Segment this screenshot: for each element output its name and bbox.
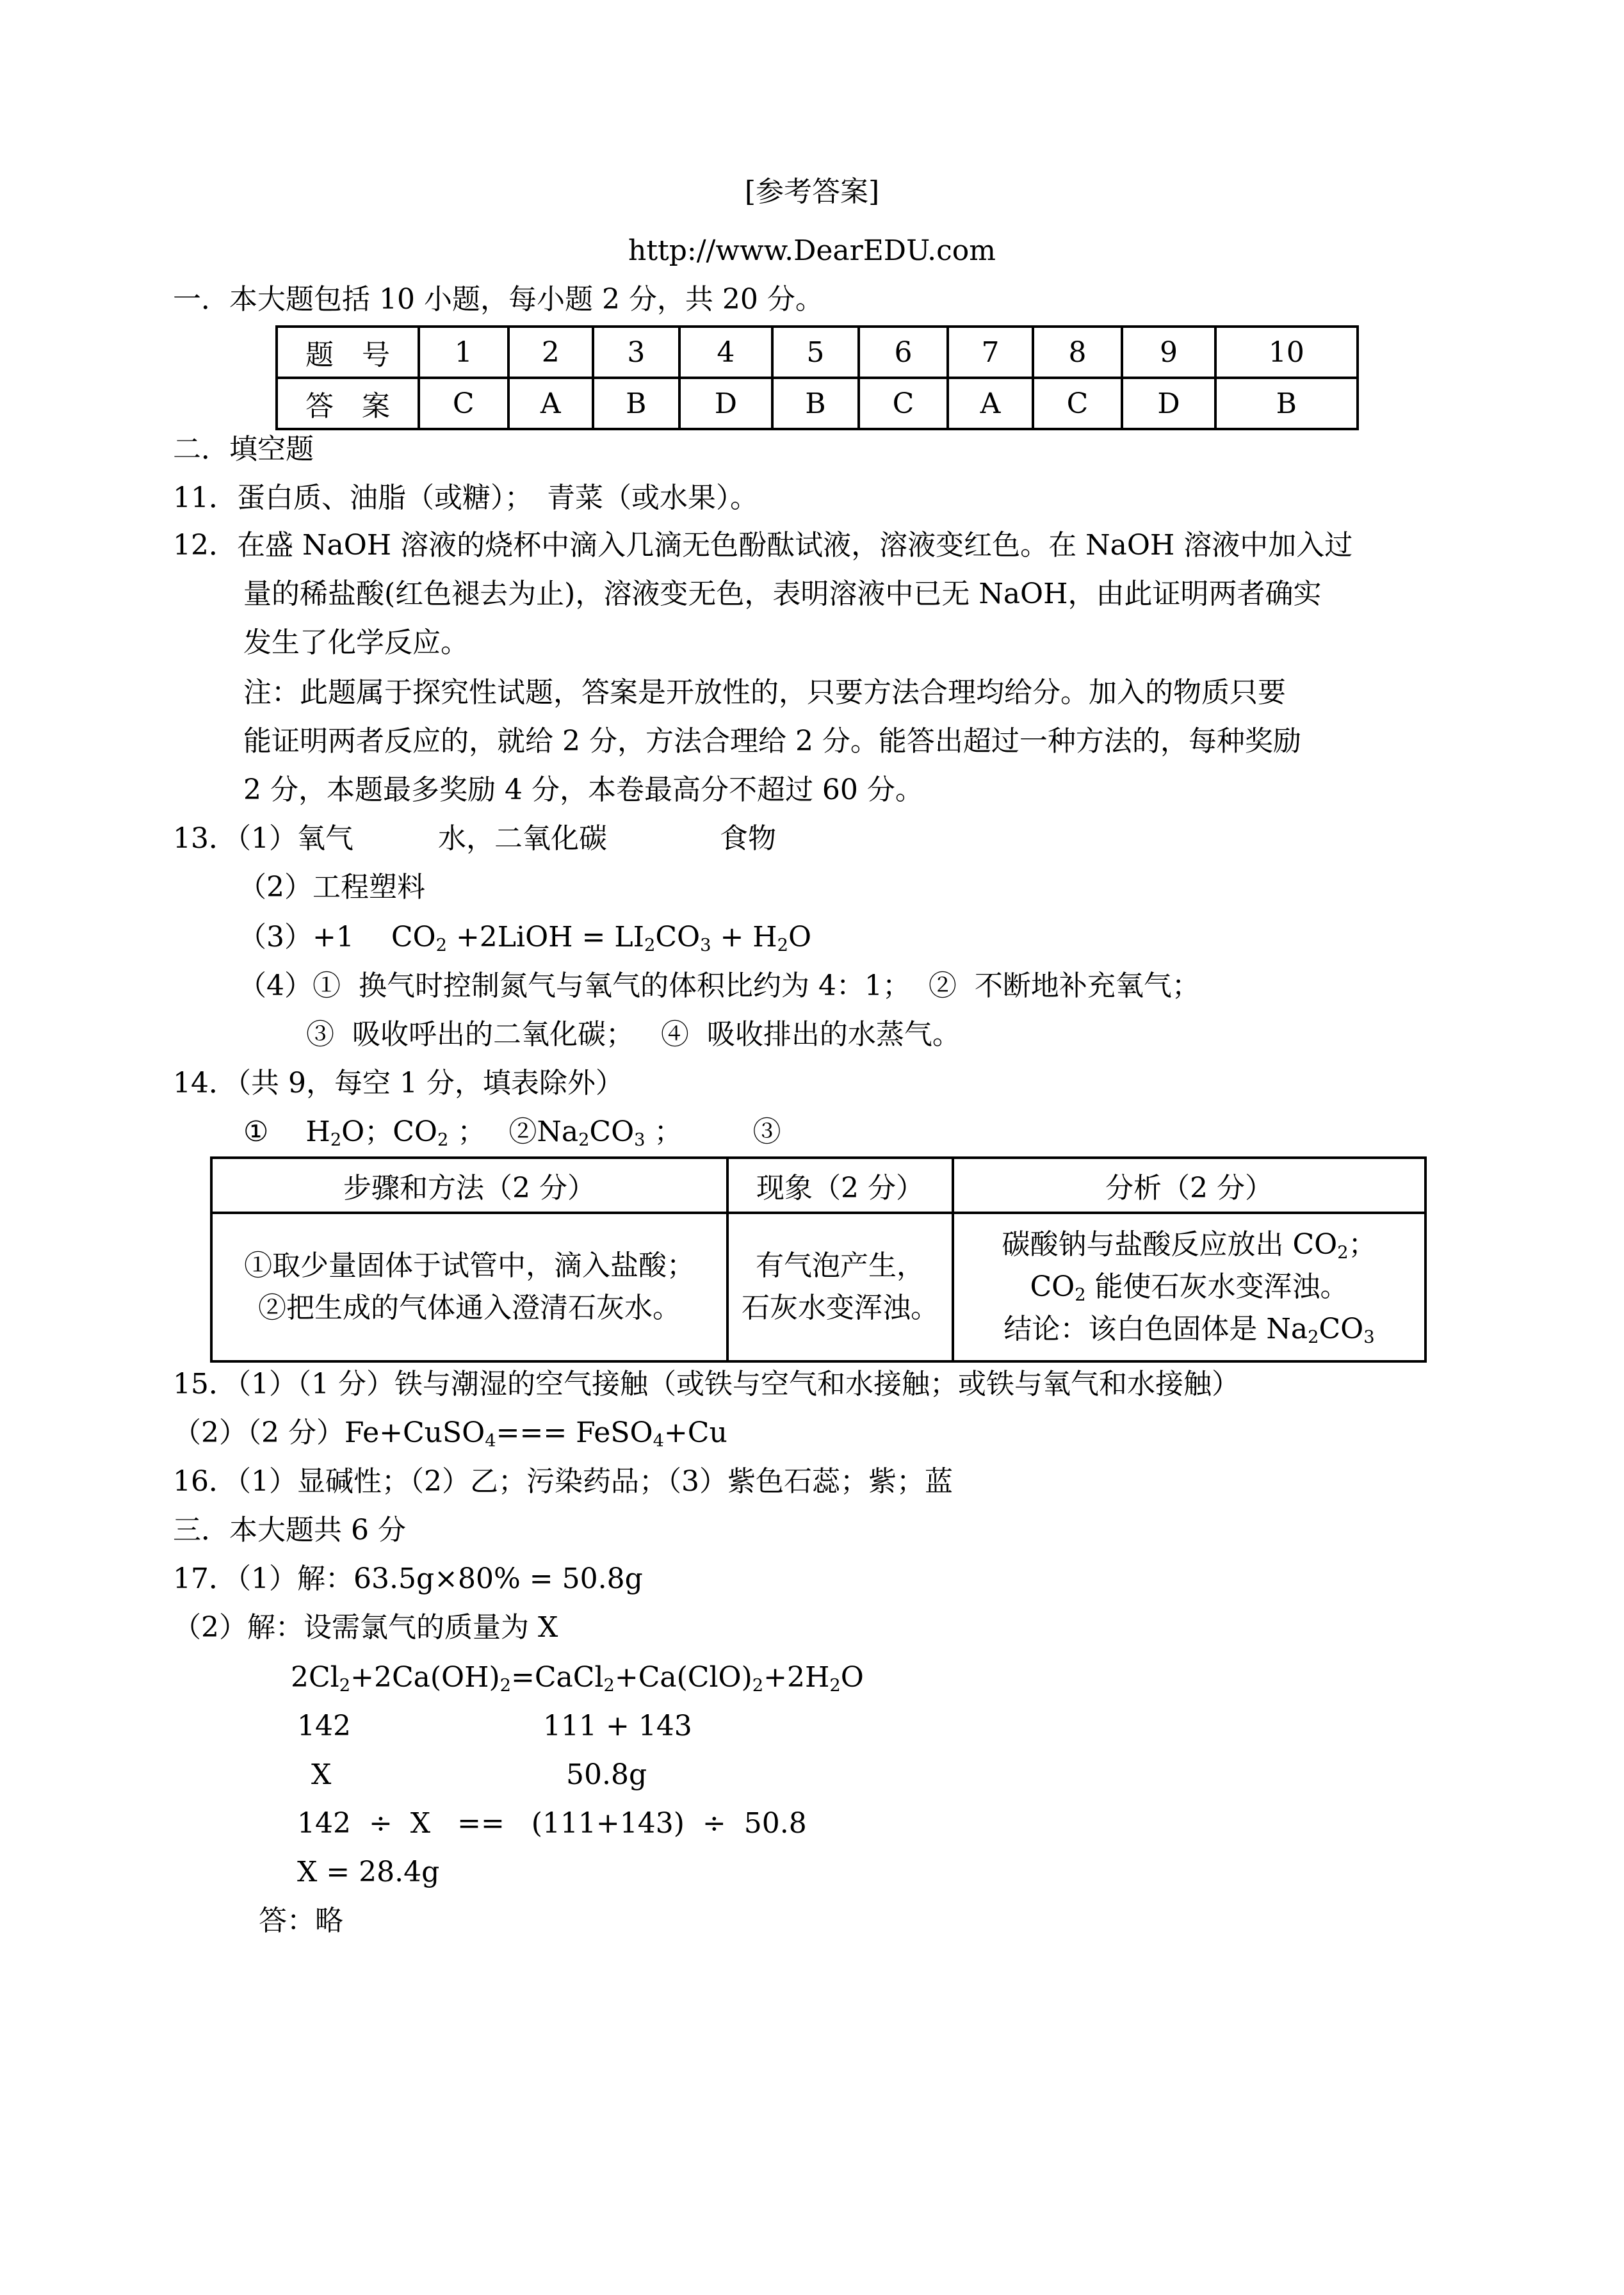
q13-line5: ③ 吸收呼出的二氧化碳； ④ 吸收排出的水蒸气。: [306, 1018, 961, 1051]
answer-cell: B: [772, 378, 859, 429]
phenomenon-1: 有气泡产生，: [756, 1249, 925, 1282]
q17-line1: 17．（1）解：63.5g×80% = 50.8g: [173, 1562, 643, 1595]
answer-cell: C: [1033, 378, 1123, 429]
row-header-number: 题 号: [277, 327, 419, 378]
question-number: 10: [1215, 327, 1358, 378]
phenomena-cell: [727, 1213, 953, 1361]
answer-cell: A: [948, 378, 1033, 429]
ratio-equation: 142 ÷ X == (111+143) ÷ 50.8: [297, 1807, 807, 1840]
q17-line2: （2）解：设需氯气的质量为 X: [173, 1611, 558, 1644]
question-number: 2: [508, 327, 594, 378]
row-header-answer: 答 案: [277, 378, 419, 429]
question-number: 3: [593, 327, 679, 378]
question-number: 8: [1033, 327, 1123, 378]
q12-note3: 2 分，本题最多奖励 4 分，本卷最高分不超过 60 分。: [243, 774, 923, 806]
question-number: 5: [772, 327, 859, 378]
q12-line1: 12．在盛 NaOH 溶液的烧杯中滴入几滴无色酚酞试液，溶液变红色。在 NaOH 溶液中加入过: [173, 529, 1353, 562]
unknown-left: X: [311, 1758, 332, 1791]
q12-line3: 发生了化学反应。: [243, 626, 469, 659]
header-phenomena: 现象（2 分）: [727, 1158, 953, 1213]
question-number: 1: [419, 327, 508, 378]
phenomenon-2: 石灰水变浑浊。: [742, 1292, 939, 1324]
q16-text: 16．（1）显碱性；（2）乙；污染药品；（3）紫色石蕊；紫；蓝: [173, 1465, 953, 1498]
q12-line2: 量的稀盐酸(红色褪去为止)，溶液变无色，表明溶液中已无 NaOH，由此证明两者确实: [243, 578, 1322, 610]
q13-line1: 13．（1）氧气 水，二氧化碳 食物: [173, 822, 776, 855]
q14-line1: 14．（共 9，每空 1 分，填表除外）: [173, 1067, 624, 1099]
step-2: ②把生成的气体通入澄清石灰水。: [258, 1292, 681, 1324]
q11-text: 11．蛋白质、油脂（或糖）； 青菜（或水果）。: [173, 482, 758, 514]
analysis-line-2: $CO_2$ 能使石灰水变浑浊。: [1030, 1270, 1349, 1305]
q13-line2: （2）工程塑料: [238, 871, 425, 904]
result: X = 28.4g: [297, 1856, 440, 1888]
chemical-equation: $2Cl_2+2Ca(OH)_2=CaCl_2+Ca(ClO)_2+2H_2O$: [291, 1661, 864, 1696]
q12-note1: 注：此题属于探究性试题，答案是开放性的，只要方法合理均给分。加入的物质只要: [243, 676, 1286, 709]
source-url: http://www.DearEDU.com: [628, 234, 996, 267]
step-1: ①取少量固体于试管中，滴入盐酸；: [244, 1249, 695, 1282]
header-steps: 步骤和方法（2 分）: [211, 1158, 727, 1213]
answer-cell: D: [1122, 378, 1215, 429]
molar-mass-left: 142: [297, 1710, 351, 1742]
final-answer: 答：略: [259, 1904, 343, 1937]
page-title: [参考答案]: [744, 175, 880, 208]
answer-cell: C: [419, 378, 508, 429]
table-row: [211, 1158, 1425, 1213]
question-number: 7: [948, 327, 1033, 378]
known-right: 50.8g: [566, 1758, 647, 1791]
experiment-table: [210, 1156, 1427, 1363]
answer-cell: C: [859, 378, 948, 429]
q15-line2: （2）（2 分）Fe+CuSO$_4$=== FeSO$_4$+Cu: [173, 1416, 727, 1451]
analysis-conclusion: 结论：该白色固体是 $Na_2CO_3$: [1003, 1313, 1375, 1347]
header-analysis: 分析（2 分）: [953, 1158, 1425, 1213]
question-number: 9: [1122, 327, 1215, 378]
answer-cell: B: [593, 378, 679, 429]
answer-cell: A: [508, 378, 594, 429]
question-number: 4: [679, 327, 772, 378]
section3-heading: 三．本大题共 6 分: [173, 1514, 406, 1546]
molar-mass-right: 111 + 143: [543, 1710, 692, 1742]
steps-cell: [211, 1213, 727, 1361]
analysis-cell: [953, 1213, 1425, 1361]
answer-table: [275, 325, 1359, 430]
q13-line3: （3）+1 $CO_2$ +2LiOH = $LI_2CO_3 + H_2O$: [238, 921, 812, 955]
table-row: [277, 378, 1358, 429]
section2-heading: 二．填空题: [173, 433, 314, 466]
section1-heading: 一．本大题包括 10 小题，每小题 2 分，共 20 分。: [173, 283, 824, 316]
q14-line2: ① $H_2O$；$CO_2$ ； $②Na_2CO_3$ ； ③: [243, 1115, 781, 1150]
q13-line4: （4）① 换气时控制氮气与氧气的体积比约为 4：1； ② 不断地补充氧气；: [238, 969, 1200, 1002]
analysis-line-1: 碳酸钠与盐酸反应放出 $CO_2$；: [1002, 1228, 1377, 1263]
q12-note2: 能证明两者反应的，就给 2 分，方法合理给 2 分。能答出超过一种方法的，每种奖励: [243, 725, 1301, 758]
answer-cell: D: [679, 378, 772, 429]
q15-line1: 15．（1）（1 分）铁与潮湿的空气接触（或铁与空气和水接触；或铁与氧气和水接触）: [173, 1368, 1240, 1400]
table-row: [211, 1213, 1425, 1361]
answer-cell: B: [1215, 378, 1358, 429]
table-row: [277, 327, 1358, 378]
question-number: 6: [859, 327, 948, 378]
